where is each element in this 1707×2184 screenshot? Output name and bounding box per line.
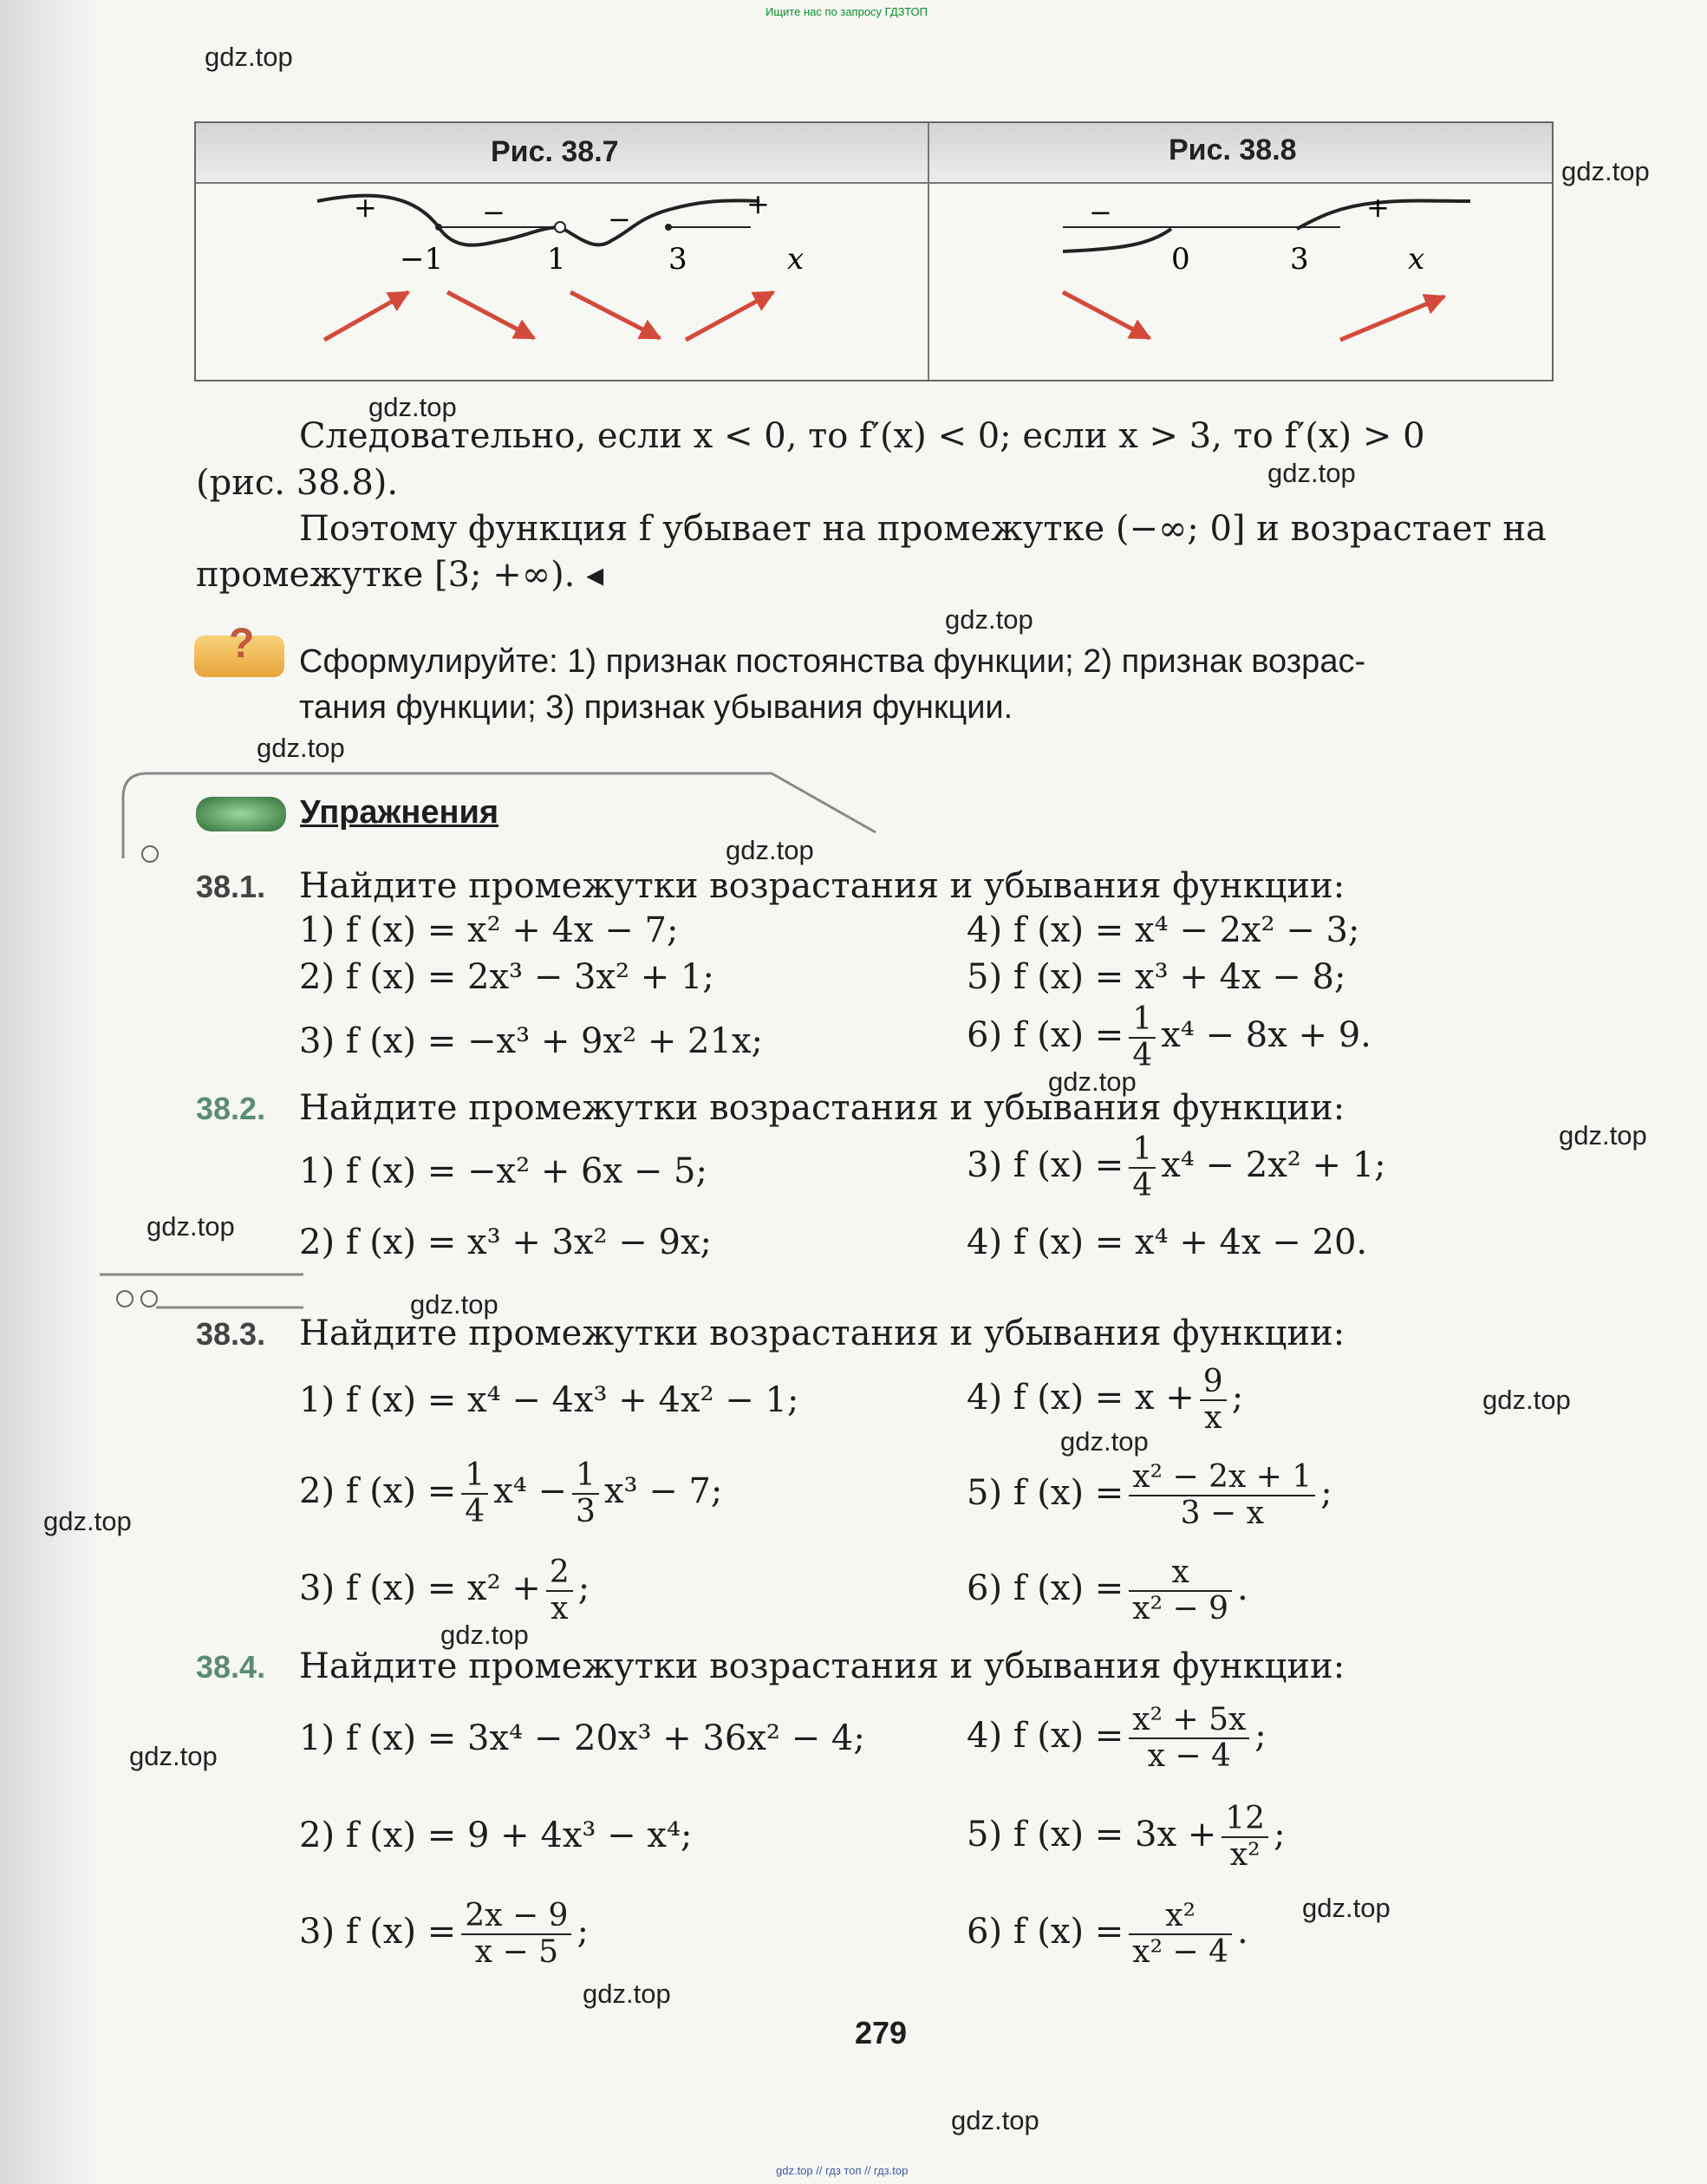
exercise-number: 38.2. bbox=[196, 1091, 266, 1126]
sign-diagrams bbox=[196, 184, 1552, 380]
excluded-point bbox=[555, 222, 565, 232]
variable-label: x bbox=[787, 242, 805, 277]
watermark: gdz.top bbox=[257, 733, 345, 763]
exercise-item: 5) f (x) = 3x + $\frac{12}{\text{x²}}$ ; bbox=[967, 1801, 1286, 1873]
sign-minus: − bbox=[1089, 196, 1112, 229]
watermark: gdz.top bbox=[951, 2105, 1039, 2135]
exercise-item: 1) f (x) = x⁴ − 4x³ + 4x² − 1; bbox=[299, 1380, 799, 1420]
watermark: gdz.top bbox=[147, 1211, 235, 1242]
paragraph-line: промежутке [3; +∞). ◂ bbox=[196, 555, 604, 595]
figure-title: Рис. 38.8 bbox=[1169, 134, 1297, 166]
derivative-curve bbox=[1063, 229, 1171, 251]
exercise-number: 38.4. bbox=[196, 1649, 266, 1685]
watermark: gdz.top bbox=[1559, 1120, 1647, 1151]
exercise-item: 5) f (x) = x³ + 4x − 8; bbox=[967, 957, 1346, 997]
exercise-number: 38.1. bbox=[196, 869, 266, 904]
watermark: gdz.top bbox=[205, 42, 293, 72]
section-title: Упражнения bbox=[300, 794, 499, 831]
exercise-item: 6) f (x) = $\frac{1}{4}$ x⁴ − 8x + 9. bbox=[967, 1001, 1371, 1073]
watermark: gdz.top bbox=[43, 1506, 132, 1536]
bottom-note: gdz.top // гдз топ // гдз.top bbox=[776, 2164, 909, 2177]
question-line: Сформулируйте: 1) признак постоянства функции; 2) признак возрас- bbox=[299, 643, 1366, 680]
page-number: 279 bbox=[855, 2015, 908, 2050]
exercise-item: 2) f (x) = 2x³ − 3x² + 1; bbox=[299, 957, 714, 997]
exercise-item: 4) f (x) = $\frac{\text{x² + 5x}}{x - 4}$ ; bbox=[967, 1702, 1267, 1774]
watermark: gdz.top bbox=[1482, 1385, 1571, 1415]
exercise-text: Найдите промежутки возрастания и убывания функции: bbox=[299, 1314, 1345, 1353]
exercise-item: 6) f (x) = $\frac{x}{\text{x² − 9}}$ . bbox=[967, 1555, 1248, 1627]
question-line: тания функции; 3) признак убывания функции. bbox=[299, 689, 1013, 726]
watermark: gdz.top bbox=[440, 1620, 529, 1650]
section-icon bbox=[196, 797, 286, 831]
watermark: gdz.top bbox=[1267, 458, 1356, 488]
decrease-arrow bbox=[1063, 292, 1150, 338]
increase-arrow bbox=[686, 292, 773, 340]
exercise-item: 2) f (x) = 9 + 4x³ − x⁴; bbox=[299, 1816, 693, 1855]
separator-dots bbox=[95, 1257, 321, 1318]
exercise-item: 1) f (x) = x² + 4x − 7; bbox=[299, 910, 679, 950]
watermark: gdz.top bbox=[1048, 1066, 1137, 1097]
exercise-text: Найдите промежутки возрастания и убывания функции: bbox=[299, 1646, 1345, 1686]
exercise-item: 4) f (x) = x⁴ + 4x − 20. bbox=[967, 1222, 1368, 1262]
increase-arrow bbox=[324, 292, 408, 340]
exercise-text: Найдите промежутки возрастания и убывания функции: bbox=[299, 1088, 1345, 1128]
point-label: 3 bbox=[668, 242, 687, 277]
watermark: gdz.top bbox=[1302, 1893, 1391, 1923]
watermark: gdz.top bbox=[410, 1289, 498, 1320]
exercise-item: 1) f (x) = −x² + 6x − 5; bbox=[299, 1151, 707, 1191]
sign-plus: + bbox=[354, 191, 377, 224]
exercise-item: 3) f (x) = −x³ + 9x² + 21x; bbox=[299, 1021, 763, 1061]
exercise-item: 3) f (x) = x² + $\frac{2}{x}$ ; bbox=[299, 1555, 590, 1627]
exercise-number: 38.3. bbox=[196, 1316, 266, 1352]
paragraph-line: (рис. 38.8). bbox=[196, 463, 399, 503]
exercise-item: 2) f (x) = x³ + 3x² − 9x; bbox=[299, 1222, 713, 1262]
watermark: gdz.top bbox=[368, 392, 457, 422]
exercise-item: 3) f (x) = $\frac{2x - 9}{x - 5}$ ; bbox=[299, 1898, 589, 1970]
watermark: gdz.top bbox=[129, 1741, 218, 1771]
watermark: gdz.top bbox=[726, 835, 814, 865]
point-label: 3 bbox=[1290, 242, 1309, 277]
exercise-item: 6) f (x) = $\frac{\text{x²}}{\text{x² − 4}}$ . bbox=[967, 1898, 1248, 1970]
exercise-item: 4) f (x) = x⁴ − 2x² − 3; bbox=[967, 910, 1360, 950]
critical-point bbox=[435, 224, 442, 231]
question-icon: ? bbox=[194, 636, 284, 677]
book-spine-shadow bbox=[0, 0, 104, 2184]
point-label: 1 bbox=[547, 242, 566, 277]
figure-title: Рис. 38.7 bbox=[491, 135, 619, 168]
derivative-curve bbox=[317, 196, 759, 245]
paragraph-line: Следовательно, если x < 0, то f′(x) < 0; если x > 3, то f′(x) > 0 bbox=[299, 416, 1425, 456]
point-label: 0 bbox=[1171, 242, 1190, 277]
sign-minus: − bbox=[608, 203, 631, 236]
sign-minus: − bbox=[482, 196, 505, 229]
watermark: gdz.top bbox=[1561, 156, 1650, 186]
critical-point bbox=[665, 224, 672, 231]
exercise-text: Найдите промежутки возрастания и убывания функции: bbox=[299, 866, 1345, 906]
paragraph-line: Поэтому функция f убывает на промежутке (−∞; 0] и возрастает на bbox=[299, 509, 1547, 549]
decrease-arrow bbox=[570, 292, 660, 338]
exercise-item: 1) f (x) = 3x⁴ − 20x³ + 36x² − 4; bbox=[299, 1718, 865, 1758]
figure-header bbox=[196, 123, 1552, 184]
increase-arrow bbox=[1340, 297, 1444, 340]
exercise-item: 4) f (x) = x + $\frac{9}{x}$ ; bbox=[967, 1364, 1244, 1436]
exercise-item: 5) f (x) = $\frac{\text{x² − 2x + 1}}{3 - x}$ ; bbox=[967, 1459, 1332, 1531]
exercise-item: 2) f (x) = $\frac{1}{4}$ x⁴ − $\frac{1}{3}$ x³ − 7; bbox=[299, 1457, 723, 1529]
sign-plus: + bbox=[746, 187, 770, 220]
figure-panel bbox=[194, 121, 1554, 381]
sign-plus: + bbox=[1366, 191, 1390, 224]
watermark: gdz.top bbox=[945, 604, 1033, 635]
decrease-arrow bbox=[447, 292, 534, 338]
variable-label: x bbox=[1408, 242, 1425, 277]
exercise-item: 3) f (x) = $\frac{1}{4}$ x⁴ − 2x² + 1; bbox=[967, 1131, 1386, 1203]
watermark: gdz.top bbox=[583, 1979, 671, 2009]
point-label: −1 bbox=[400, 242, 444, 277]
watermark: gdz.top bbox=[1060, 1426, 1149, 1457]
top-note: Ищите нас по запросу ГДЗТОП bbox=[766, 5, 928, 18]
